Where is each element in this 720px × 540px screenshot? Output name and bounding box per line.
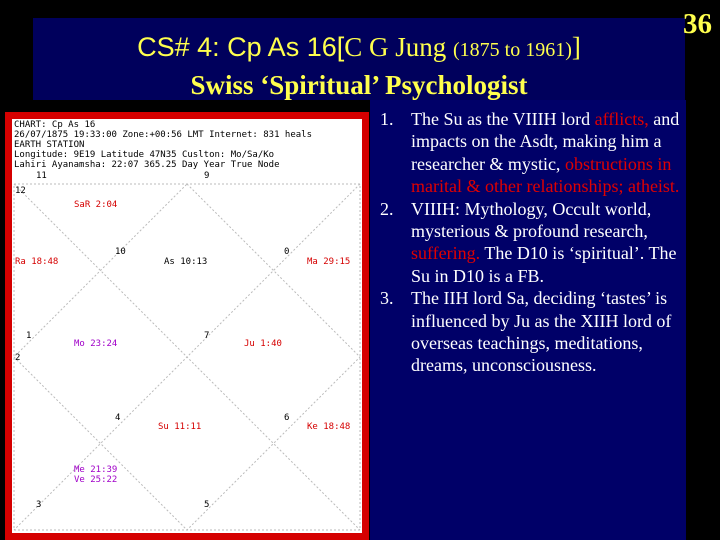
planet-mercury: Me 21:39 <box>74 465 118 475</box>
house-number: 5 <box>204 500 210 510</box>
point-number: 2. <box>380 198 394 219</box>
title-bracket-close: ] <box>571 32 581 62</box>
analysis-point <box>380 198 682 288</box>
house-number: 2 <box>15 353 21 363</box>
house-number: 6 <box>284 413 290 423</box>
analysis-point <box>380 287 682 377</box>
point-text-segment: VIIIH: Mythology, Occult world, mysterious & profound research, <box>411 198 652 242</box>
point-number: 1. <box>380 109 394 129</box>
house-number: 3 <box>36 500 42 510</box>
house-number: 10 <box>115 247 126 257</box>
planet-ketu: Ke 18:48 <box>307 422 351 432</box>
chart-lines <box>12 119 362 533</box>
chart-header-line: Longitude: 9E19 Latitude 47N35 Cuslton: Mo/Sa/Ko <box>14 150 275 160</box>
point-text-segment: obstructions in marital & other relationships; atheist. <box>411 153 680 197</box>
house-number: 7 <box>204 331 210 341</box>
point-text-segment: The IIH lord Sa, deciding ‘tastes’ is influenced by Ju as the XIIH lord of overseas teachings, meditations, dreams, unconsciousness. <box>411 288 672 376</box>
planet-sun: Su 11:11 <box>158 422 202 432</box>
house-number: 0 <box>284 247 290 257</box>
chart-header-line: EARTH STATION <box>14 140 85 150</box>
planet-moon: Mo 23:24 <box>74 339 118 349</box>
house-number: 4 <box>115 413 121 423</box>
house-number: 9 <box>204 171 210 181</box>
point-text-segment: and impacts on the Asdt, making him a researcher & mystic, <box>411 109 680 174</box>
planet-saturn: SaR 2:04 <box>74 200 118 210</box>
planet-ascendant: As 10:13 <box>164 257 208 267</box>
planet-rahu: Ra 18:48 <box>15 257 59 267</box>
house-number: 12 <box>15 186 26 196</box>
title-lifespan: (1875 to 1961) <box>453 39 572 61</box>
point-text-segment: afflicts, <box>594 109 654 129</box>
house-number: 11 <box>36 171 47 181</box>
title-case-label: CS# 4: Cp As 16[ <box>137 32 345 62</box>
title-person-name: C G Jung <box>344 32 453 62</box>
horoscope-chart <box>12 119 362 533</box>
slide-subtitle: Swiss ‘Spiritual’ Psychologist <box>190 70 528 100</box>
chart-header-line: 26/07/1875 19:33:00 Zone:+00:56 LMT Internet: 831 heals <box>14 130 313 140</box>
analysis-points <box>380 108 682 377</box>
point-text-segment: suffering. <box>411 243 485 264</box>
planet-mars: Ma 29:15 <box>307 257 351 267</box>
slide-number: 36 <box>683 8 712 40</box>
house-number: 1 <box>26 331 32 341</box>
analysis-panel <box>370 100 686 540</box>
analysis-point <box>380 108 682 198</box>
point-text-segment: The D10 is ‘spiritual’. The Su in D10 is a FB. <box>411 243 677 286</box>
point-number: 3. <box>380 288 394 309</box>
horoscope-chart-frame <box>5 112 369 540</box>
chart-header-line: CHART: Cp As 16 <box>14 120 96 130</box>
chart-header-line: Lahiri Ayanamsha: 22:07 365.25 Day Year True Node <box>14 160 280 170</box>
slide-title <box>33 30 685 67</box>
title-band <box>33 18 685 100</box>
planet-jupiter: Ju 1:40 <box>244 339 282 349</box>
point-text-segment: The Su as the VIIIH lord <box>411 109 595 129</box>
planet-venus: Ve 25:22 <box>74 475 118 485</box>
